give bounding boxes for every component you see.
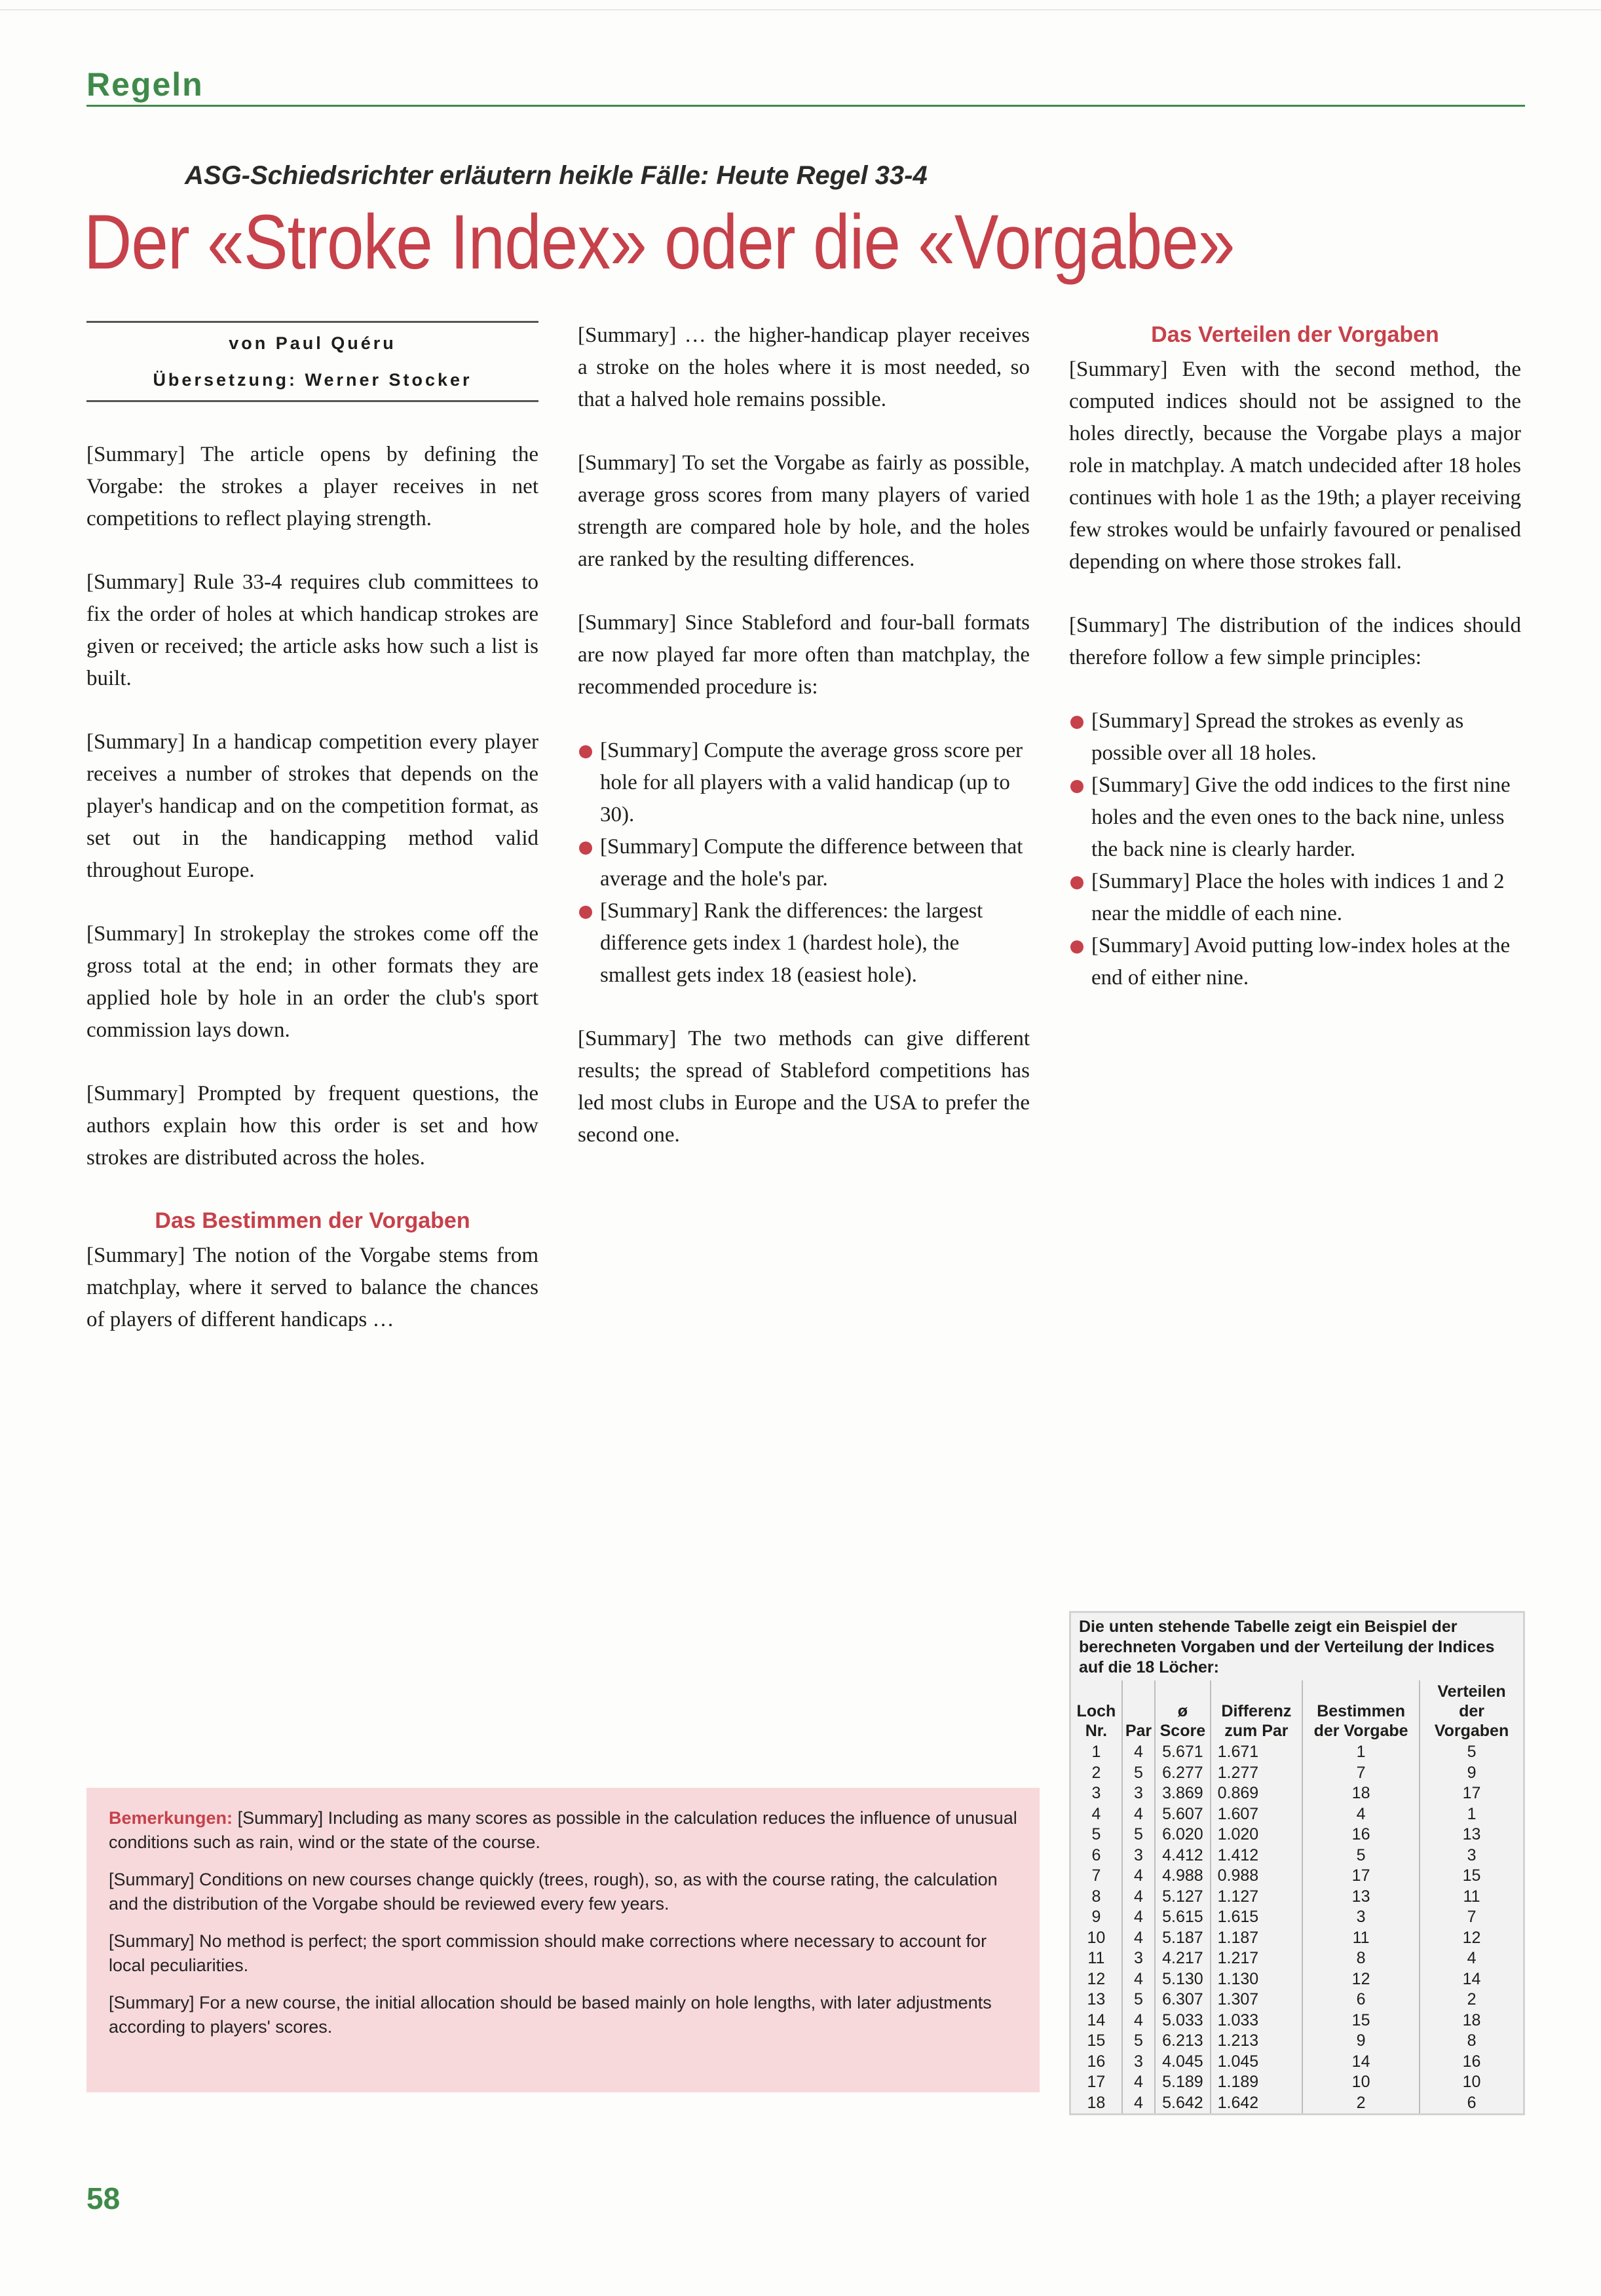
- cell-diff: 1.127: [1211, 1887, 1303, 1908]
- cell-bestimmen: 8: [1302, 1948, 1420, 1969]
- cell-par: 4: [1122, 2072, 1155, 2093]
- paragraph: [Summary] Even with the second method, the computed indices should not be assigned to the holes directly, because the Vorgabe plays a major role in matchplay. A match undecided after 18 holes continues with hole 1 as the 19th; a player receiving few strokes would be unfairly favoured or penalised depending on where those strokes fall.: [1069, 358, 1521, 574]
- cell-par: 4: [1122, 1804, 1155, 1825]
- table-row: [1071, 1969, 1523, 1990]
- column-1: [86, 439, 538, 1367]
- bullet-dot-icon: [1070, 780, 1083, 793]
- cell-loch: 7: [1091, 1866, 1101, 1885]
- cell-par: 3: [1122, 1845, 1155, 1866]
- cell-score: 5.671: [1155, 1742, 1211, 1763]
- cell-loch: 1: [1091, 1743, 1101, 1761]
- paragraph: [Summary] The notion of the Vorgabe stems from matchplay, where it served to balance the chances of players of different handicaps …: [86, 1244, 538, 1331]
- cell-bestimmen: 7: [1302, 1763, 1420, 1784]
- header-score: ø Score: [1155, 1680, 1211, 1742]
- table-row: [1071, 1824, 1523, 1845]
- cell-verteilen: 2: [1420, 1990, 1523, 2010]
- byline-rule-top: [86, 321, 538, 323]
- cell-bestimmen: 4: [1302, 1804, 1420, 1825]
- cell-score: 6.277: [1155, 1763, 1211, 1784]
- remarks-label: Bemerkungen:: [109, 1808, 233, 1828]
- cell-score: 5.130: [1155, 1969, 1211, 1990]
- cell-bestimmen: 18: [1302, 1783, 1420, 1804]
- cell-bestimmen: 17: [1302, 1866, 1420, 1887]
- table-row: [1071, 1948, 1523, 1969]
- cell-par: 5: [1122, 1990, 1155, 2010]
- bullet-dot-icon: [1070, 716, 1083, 729]
- byline-translator: Übersetzung: Werner Stocker: [153, 370, 472, 390]
- paragraph: [Summary] To set the Vorgabe as fairly as possible, average gross scores from many players of varied strength are compared hole by hole, and the holes are ranked by the resulting differences.: [578, 451, 1030, 571]
- cell-score: 6.020: [1155, 1824, 1211, 1845]
- bullet-dot-icon: [1070, 940, 1083, 954]
- kicker: ASG-Schiedsrichter erläutern heikle Fälle: Heute Regel 33-4: [185, 161, 928, 190]
- paragraph: [Summary] In a handicap competition every player receives a number of strokes that depends on the player's handicap and on the competition format, as set out in the handicapping method valid throughout Europe.: [86, 730, 538, 882]
- cell-bestimmen: 10: [1302, 2072, 1420, 2093]
- cell-score: 6.213: [1155, 2031, 1211, 2052]
- list-item-text: [Summary] Give the odd indices to the first nine holes and the even ones to the back nine, unless the back nine is clearly harder.: [1091, 773, 1511, 861]
- stroke-index-table: [1071, 1680, 1523, 2113]
- cell-score: 4.045: [1155, 2052, 1211, 2073]
- cell-par: 3: [1122, 2052, 1155, 2073]
- table-row: [1071, 1887, 1523, 1908]
- column-3: [1069, 320, 1521, 1026]
- cell-diff: 1.607: [1211, 1804, 1303, 1825]
- cell-score: 5.187: [1155, 1928, 1211, 1949]
- list-item: [1069, 866, 1521, 930]
- cell-par: 4: [1122, 1742, 1155, 1763]
- stroke-index-table-box: [1069, 1611, 1525, 2115]
- paragraph: [Summary] The distribution of the indices should therefore follow a few simple principles:: [1069, 614, 1521, 669]
- cell-score: 4.988: [1155, 1866, 1211, 1887]
- table-row: [1071, 2031, 1523, 2052]
- table-row: [1071, 2052, 1523, 2073]
- page-number: 58: [86, 2181, 121, 2215]
- cell-verteilen: 3: [1420, 1845, 1523, 1866]
- column-2: [578, 320, 1030, 1183]
- cell-bestimmen: 14: [1302, 2052, 1420, 2073]
- cell-loch: 17: [1087, 2073, 1106, 2091]
- cell-diff: 1.045: [1211, 2052, 1303, 2073]
- cell-verteilen: 10: [1420, 2072, 1523, 2093]
- cell-verteilen: 14: [1420, 1969, 1523, 1990]
- cell-bestimmen: 13: [1302, 1887, 1420, 1908]
- cell-par: 5: [1122, 1763, 1155, 1784]
- cell-par: 4: [1122, 1866, 1155, 1887]
- list-item-text: [Summary] Place the holes with indices 1 and 2 near the middle of each nine.: [1091, 870, 1505, 925]
- remarks-paragraph: [Summary] Conditions on new courses change quickly (trees, rough), so, as with the course rating, the calculation and the distribution of the Vorgabe should be reviewed every few years.: [109, 1870, 998, 1914]
- cell-loch: 10: [1087, 1928, 1106, 1947]
- cell-loch: 18: [1087, 2093, 1106, 2112]
- cell-diff: 1.642: [1211, 2093, 1303, 2114]
- cell-verteilen: 1: [1420, 1804, 1523, 1825]
- cell-par: 5: [1122, 1824, 1155, 1845]
- cell-diff: 1.033: [1211, 2010, 1303, 2031]
- cell-diff: 1.307: [1211, 1990, 1303, 2010]
- section-heading-bestimmen: Das Bestimmen der Vorgaben: [155, 1208, 470, 1233]
- list-item: [1069, 930, 1521, 994]
- cell-loch: 6: [1091, 1845, 1101, 1864]
- paragraph: [Summary] … the higher-handicap player receives a stroke on the holes where it is most needed, so that a halved hole remains possible.: [578, 324, 1030, 411]
- cell-diff: 1.277: [1211, 1763, 1303, 1784]
- cell-verteilen: 4: [1420, 1948, 1523, 1969]
- cell-bestimmen: 11: [1302, 1928, 1420, 1949]
- table-body: [1071, 1742, 1523, 2113]
- cell-loch: 9: [1091, 1908, 1101, 1926]
- cell-verteilen: 12: [1420, 1928, 1523, 1949]
- table-row: [1071, 1928, 1523, 1949]
- table-row: [1071, 2010, 1523, 2031]
- cell-diff: 1.671: [1211, 1742, 1303, 1763]
- cell-score: 4.217: [1155, 1948, 1211, 1969]
- rubric-rule: [86, 105, 1525, 107]
- cell-bestimmen: 2: [1302, 2093, 1420, 2114]
- cell-loch: 4: [1091, 1804, 1101, 1823]
- bullet-list-principles: [1069, 705, 1521, 994]
- section-rubric: Regeln: [86, 66, 204, 103]
- table-row: [1071, 1845, 1523, 1866]
- bullet-list-method: [578, 735, 1030, 991]
- table-row: [1071, 1990, 1523, 2010]
- list-item: [1069, 705, 1521, 769]
- cell-par: 4: [1122, 2093, 1155, 2114]
- table-row: [1071, 1866, 1523, 1887]
- headline: Der «Stroke Index» oder die «Vorgabe»: [84, 199, 1235, 286]
- cell-par: 4: [1122, 1969, 1155, 1990]
- remarks-box: [86, 1788, 1040, 2092]
- cell-score: 5.607: [1155, 1804, 1211, 1825]
- remarks-paragraph: [Summary] No method is perfect; the sport commission should make corrections where necessary to account for local peculiarities.: [109, 1931, 987, 1975]
- cell-verteilen: 16: [1420, 2052, 1523, 2073]
- cell-verteilen: 18: [1420, 2010, 1523, 2031]
- cell-loch: 13: [1087, 1990, 1106, 2009]
- header-loch: Loch Nr.: [1076, 1702, 1116, 1740]
- cell-diff: 1.213: [1211, 2031, 1303, 2052]
- cell-diff: 1.020: [1211, 1824, 1303, 1845]
- list-item: [578, 895, 1030, 991]
- paragraph: [Summary] Since Stableford and four-ball formats are now played far more often than matchplay, the recommended procedure is:: [578, 611, 1030, 699]
- top-hairline: [0, 9, 1601, 10]
- cell-diff: 0.869: [1211, 1783, 1303, 1804]
- paragraph: [Summary] Rule 33-4 requires club committees to fix the order of holes at which handicap strokes are given or received; the article asks how such a list is built.: [86, 570, 538, 690]
- cell-score: 5.127: [1155, 1887, 1211, 1908]
- cell-loch: 3: [1091, 1784, 1101, 1802]
- cell-bestimmen: 6: [1302, 1990, 1420, 2010]
- cell-verteilen: 7: [1420, 1907, 1523, 1928]
- table-row: [1071, 2072, 1523, 2093]
- remarks-text: [Summary] Including as many scores as possible in the calculation reduces the influence of unusual conditions such as rain, wind or the state of the course.: [109, 1808, 1017, 1852]
- cell-verteilen: 9: [1420, 1763, 1523, 1784]
- bullet-dot-icon: [1070, 876, 1083, 889]
- byline-rule-bottom: [86, 400, 538, 402]
- list-item-text: [Summary] Compute the difference between that average and the hole's par.: [600, 835, 1023, 891]
- cell-verteilen: 17: [1420, 1783, 1523, 1804]
- cell-bestimmen: 15: [1302, 2010, 1420, 2031]
- table-row: [1071, 1763, 1523, 1784]
- cell-verteilen: 5: [1420, 1742, 1523, 1763]
- table-row: [1071, 1907, 1523, 1928]
- header-bestimmen: Bestimmen der Vorgabe: [1302, 1680, 1420, 1742]
- paragraph: [Summary] The article opens by defining the Vorgabe: the strokes a player receives in net competitions to reflect playing strength.: [86, 443, 538, 530]
- table-row: [1071, 1804, 1523, 1825]
- cell-loch: 8: [1091, 1887, 1101, 1906]
- cell-score: 5.615: [1155, 1907, 1211, 1928]
- cell-bestimmen: 9: [1302, 2031, 1420, 2052]
- cell-bestimmen: 5: [1302, 1845, 1420, 1866]
- cell-par: 4: [1122, 1907, 1155, 1928]
- section-heading-verteilen: Das Verteilen der Vorgaben: [1151, 322, 1439, 347]
- remarks-paragraph: [109, 1806, 1017, 1855]
- cell-diff: 1.615: [1211, 1907, 1303, 1928]
- cell-verteilen: 11: [1420, 1887, 1523, 1908]
- cell-bestimmen: 16: [1302, 1824, 1420, 1845]
- list-item: [1069, 769, 1521, 866]
- cell-loch: 14: [1087, 2010, 1106, 2029]
- table-row: [1071, 2093, 1523, 2114]
- remarks-paragraph: [Summary] For a new course, the initial allocation should be based mainly on hole lengths, with later adjustments according to players' scores.: [109, 1993, 992, 2037]
- paragraph: [Summary] Prompted by frequent questions, the authors explain how this order is set and how strokes are distributed across the holes.: [86, 1082, 538, 1170]
- cell-diff: 1.130: [1211, 1969, 1303, 1990]
- cell-score: 4.412: [1155, 1845, 1211, 1866]
- cell-score: 3.869: [1155, 1783, 1211, 1804]
- cell-par: 3: [1122, 1783, 1155, 1804]
- cell-diff: 0.988: [1211, 1866, 1303, 1887]
- cell-score: 5.189: [1155, 2072, 1211, 2093]
- cell-diff: 1.217: [1211, 1948, 1303, 1969]
- list-item-text: [Summary] Compute the average gross score per hole for all players with a valid handicap (up to 30).: [600, 739, 1023, 826]
- cell-verteilen: 15: [1420, 1866, 1523, 1887]
- bullet-dot-icon: [579, 906, 592, 919]
- list-item: [578, 831, 1030, 895]
- list-item: [578, 735, 1030, 831]
- bullet-dot-icon: [579, 842, 592, 855]
- cell-loch: 5: [1091, 1825, 1101, 1843]
- header-verteilen: Verteilen der Vorgaben: [1420, 1680, 1523, 1742]
- cell-par: 4: [1122, 2010, 1155, 2031]
- cell-bestimmen: 3: [1302, 1907, 1420, 1928]
- byline: [86, 321, 538, 402]
- header-diff: Differenz zum Par: [1211, 1680, 1303, 1742]
- cell-loch: 15: [1087, 2031, 1106, 2050]
- cell-verteilen: 8: [1420, 2031, 1523, 2052]
- cell-loch: 16: [1087, 2052, 1106, 2071]
- list-item-text: [Summary] Rank the differences: the largest difference gets index 1 (hardest hole), the smallest gets index 18 (easiest hole).: [600, 899, 983, 987]
- cell-bestimmen: 1: [1302, 1742, 1420, 1763]
- header-par: Par: [1122, 1680, 1155, 1742]
- cell-bestimmen: 12: [1302, 1969, 1420, 1990]
- cell-par: 5: [1122, 2031, 1155, 2052]
- table-row: [1071, 1783, 1523, 1804]
- cell-diff: 1.187: [1211, 1928, 1303, 1949]
- cell-verteilen: 6: [1420, 2093, 1523, 2114]
- cell-par: 3: [1122, 1948, 1155, 1969]
- cell-verteilen: 13: [1420, 1824, 1523, 1845]
- cell-score: 5.033: [1155, 2010, 1211, 2031]
- cell-diff: 1.189: [1211, 2072, 1303, 2093]
- list-item-text: [Summary] Spread the strokes as evenly as possible over all 18 holes.: [1091, 709, 1464, 765]
- table-header-row: [1071, 1680, 1523, 1742]
- cell-par: 4: [1122, 1887, 1155, 1908]
- cell-loch: 12: [1087, 1969, 1106, 1988]
- byline-author: von Paul Quéru: [229, 333, 396, 353]
- list-item-text: [Summary] Avoid putting low-index holes at the end of either nine.: [1091, 934, 1511, 990]
- cell-loch: 11: [1087, 1949, 1105, 1967]
- table-row: [1071, 1742, 1523, 1763]
- paragraph: [Summary] In strokeplay the strokes come off the gross total at the end; in other formats they are applied hole by hole in an order the club's sport commission lays down.: [86, 922, 538, 1042]
- paragraph: [Summary] The two methods can give different results; the spread of Stableford competitions has led most clubs in Europe and the USA to prefer the second one.: [578, 1027, 1030, 1147]
- cell-score: 6.307: [1155, 1990, 1211, 2010]
- cell-score: 5.642: [1155, 2093, 1211, 2114]
- bullet-dot-icon: [579, 745, 592, 758]
- table-caption: Die unten stehende Tabelle zeigt ein Beispiel der berechneten Vorgaben und der Verteilung der Indices auf die 18 Löcher:: [1079, 1618, 1495, 1676]
- cell-loch: 2: [1091, 1763, 1101, 1782]
- cell-par: 4: [1122, 1928, 1155, 1949]
- cell-diff: 1.412: [1211, 1845, 1303, 1866]
